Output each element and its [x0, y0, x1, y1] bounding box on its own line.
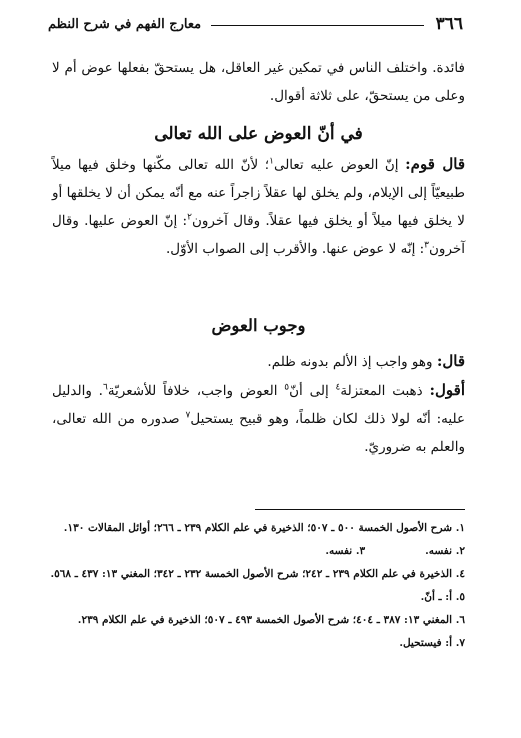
paragraph-text: وهو واجب إذ الألم بدونه ظلم.	[267, 354, 437, 370]
footnote-text: ٦. المغني ١٣: ٣٨٧ ـ ٤٠٤؛ شرح الأصول الخمسة ٤٩٣ ـ ٥٠٧؛ الذخيرة في علم الكلام ٢٣٩.	[77, 614, 465, 626]
paragraph-intro	[52, 54, 465, 110]
paragraph-lead: أقول:	[429, 381, 465, 399]
footnote	[52, 563, 465, 586]
paragraph-text: صدوره من الله تعالى، والعلم به ضروريّ.	[52, 411, 465, 455]
footnote-text: ١. شرح الأصول الخمسة ٥٠٠ ـ ٥٠٧؛ الذخيرة في علم الكلام ٢٣٩ ـ ٢٦٦؛ أوائل المقالات ١٣٠.	[63, 522, 465, 534]
footnote-ref[interactable]: ٣	[424, 240, 430, 251]
paragraph-text: إلى أنّ	[289, 383, 336, 399]
paragraph-text: فائدة. واختلف الناس في تمكين غير العاقل، هل يستحقّ بفعلها عوض أم لا وعلى من يستحقّ، على ثلاثة أقوال.	[52, 60, 465, 104]
footnote-text: ٤. الذخيرة في علم الكلام ٢٣٩ ـ ٢٤٢؛ شرح الأصول الخمسة ٢٣٢ ـ ٣٤٢؛ المغني ١٣: ٤٣٧ ـ ٥٦٨.	[50, 568, 465, 580]
paragraph-lead: قال قوم:	[405, 155, 466, 173]
section-heading: في أنّ العوض على الله تعالى	[154, 124, 363, 144]
paragraph-text: ذهبت المعتزلة	[340, 383, 430, 399]
running-title: معارج الفهم في شرح النظم	[48, 16, 202, 32]
footnote	[52, 632, 465, 655]
footnote	[52, 517, 465, 540]
footnote-text: ٧. أ: فيستحيل.	[399, 637, 465, 649]
paragraph-opinions	[52, 150, 465, 263]
footnote-ref[interactable]: ١	[269, 156, 274, 167]
footnote-text: ٢. نفسه.	[425, 545, 465, 557]
paragraph-text: إنّ العوض عليه تعالى	[273, 157, 406, 173]
footnote	[52, 586, 465, 609]
page-header	[48, 13, 463, 35]
section-heading: وجوب العوض	[211, 316, 306, 335]
footnote-ref[interactable]: ٦	[102, 382, 108, 393]
footnote-ref[interactable]: ٥	[284, 382, 290, 393]
paragraph-obligation	[52, 347, 465, 461]
footnote	[52, 609, 465, 632]
footnote-rule	[255, 509, 465, 510]
header-rule	[211, 25, 424, 26]
footnote-ref[interactable]: ٤	[335, 382, 341, 393]
footnote-ref[interactable]: ٧	[185, 410, 191, 421]
paragraph-text: العوض واجب، خلافاً للأشعريّة	[107, 383, 285, 399]
paragraph-text: ؛ لأنّ الله تعالى مكّنها وخلق فيها ميلاً طبيعيّاً إلى الإيلام، ولم يخلق لها عقلاً زاجراً عنه مع أنّه يمكن أن لا يخلقها أو لا يخلق فيها ميلاً أو يخلق فيها عقلاً. وقال آخرون	[52, 157, 465, 229]
footnote-text: ٥. أ: ـ أنّ.	[420, 591, 465, 603]
footnote-text: ٣. نفسه.	[325, 545, 366, 557]
paragraph-text: . والدليل عليه: أنّه لولا ذلك لكان ظلماً، وهو قبيح يستحيل	[52, 383, 465, 427]
footnote	[52, 540, 465, 563]
footnotes	[52, 517, 465, 655]
paragraph-text: : إنّه لا عوض عنها. والأقرب إلى الصواب الأوّل.	[165, 241, 425, 257]
paragraph-lead: قال:	[436, 352, 465, 370]
page-number: ٣٦٦	[435, 14, 463, 34]
paragraph-text: : إنّ العوض عليها. وقال آخرون	[52, 213, 465, 257]
footnote-ref[interactable]: ٢	[187, 212, 192, 223]
